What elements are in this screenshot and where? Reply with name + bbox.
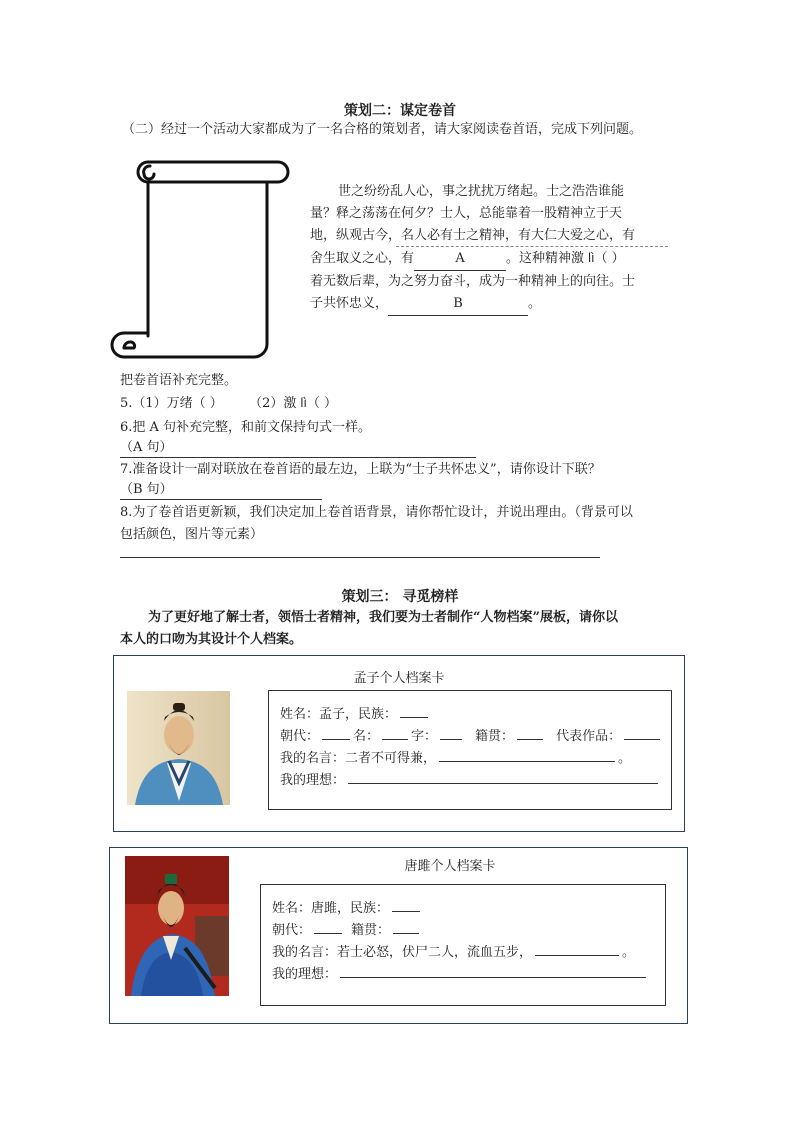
q6-answer-line[interactable]	[120, 457, 476, 458]
jiguan-blank[interactable]	[517, 725, 543, 740]
passage-line: 量？释之荡荡在何夕？士人，总能靠着一股精神立于天	[310, 206, 623, 221]
tangju-card-title: 唐雎个人档案卡	[404, 859, 496, 874]
zi-blank[interactable]	[440, 725, 462, 740]
field-label: 籍贯：	[475, 729, 515, 744]
section3-intro-line1: 为了更好地了解士者，领悟士者精神，我们要为士者制作“人物档案”展板，请你以	[148, 610, 618, 625]
field-label: 朝代：	[280, 729, 320, 744]
q7-answer-label: （B 句）	[120, 482, 173, 497]
field-label: 名：	[353, 729, 380, 744]
question-8-line2: 包括颜色，图片等元素）	[120, 527, 264, 542]
scroll-illustration	[108, 158, 293, 361]
passage-text: 。这种精神激	[506, 251, 585, 266]
passage-text: 。	[528, 296, 542, 311]
passage-line	[310, 247, 635, 271]
section2-intro: （二）经过一个活动大家都成为了一名合格的策划者，请大家阅读卷首语，完成下列问题。	[122, 122, 643, 137]
field-label: 我的理想：	[280, 773, 346, 788]
ideal-blank[interactable]	[340, 963, 646, 978]
field-label: 我的名言：二者不可得兼，	[280, 751, 437, 766]
ideal-blank[interactable]	[348, 769, 658, 784]
field-label: 姓名：唐雎，民族：	[272, 901, 390, 916]
section3-intro-line2: 本人的口吻为其设计个人档案。	[120, 632, 303, 647]
jiguan-blank[interactable]	[393, 919, 419, 934]
section2-title: 策划二：谋定卷首	[344, 103, 456, 119]
mencius-card-title: 孟子个人档案卡	[353, 671, 445, 686]
q6-answer-label: （A 句）	[120, 440, 173, 455]
passage-line: 世之纷纷乱人心，事之扰扰万绪起。士之浩浩谁能	[338, 184, 625, 199]
tangju-dynasty-line	[272, 919, 422, 940]
field-label: 籍贯：	[351, 923, 391, 938]
question-6: 6.把 A 句补充完整，和前文保持句式一样。	[120, 420, 372, 435]
ming-blank[interactable]	[382, 725, 408, 740]
dynasty-blank[interactable]	[314, 919, 342, 934]
quote-blank[interactable]	[535, 941, 619, 956]
mencius-dynasty-line	[280, 725, 663, 746]
question-8-line1: 8.为了卷首语更新颖，我们决定加上卷首语背景，请你帮忙设计，并说出理由。（背景可以	[120, 505, 633, 520]
answer-blank[interactable]: （ ）	[594, 251, 625, 266]
q5-part2: （2）激	[249, 396, 297, 411]
passage-text: 舍生取义之心，有	[310, 251, 415, 266]
task-text: 把卷首语补充完整。	[120, 373, 238, 388]
ethnicity-blank[interactable]	[400, 703, 428, 718]
tangju-name-line	[272, 897, 423, 918]
field-label: 我的名言：若士必怒，伏尸二人，流血五步，	[272, 945, 533, 960]
question-5	[120, 394, 337, 413]
q5-answer-blank[interactable]: （ ）	[306, 396, 337, 411]
passage-line: 地，纵观古今，名人必有士之精神，有大仁大爱之心，有	[310, 228, 636, 243]
field-label: 我的理想：	[272, 967, 338, 982]
mencius-ideal-line	[280, 769, 661, 790]
field-label: 朝代：	[272, 923, 312, 938]
passage-text: 子共怀忠义，	[310, 296, 389, 311]
mencius-quote-line	[280, 747, 631, 768]
q7-answer-line[interactable]	[120, 499, 322, 500]
field-label: 字：	[411, 729, 438, 744]
field-label: 姓名：孟子，民族：	[280, 707, 398, 722]
preface-passage	[310, 181, 635, 316]
passage-line: 着无数后辈，为之努力奋斗，成为一种精神上的向往。士	[310, 274, 636, 289]
field-label: 代表作品：	[556, 729, 622, 744]
question-7: 7.准备设计一副对联放在卷首语的最左边，上联为“士子共怀忠义”，请你设计下联？	[120, 462, 601, 477]
field-label: 。	[618, 751, 632, 766]
mencius-name-line	[280, 703, 431, 724]
field-label: 。	[622, 945, 636, 960]
dynasty-blank[interactable]	[322, 725, 350, 740]
mencius-portrait	[127, 691, 230, 805]
ethnicity-blank[interactable]	[392, 897, 420, 912]
tangju-ideal-line	[272, 963, 649, 984]
pinyin-li: lì	[584, 251, 595, 265]
q8-answer-line[interactable]	[120, 557, 600, 558]
blank-a[interactable]: A	[414, 248, 506, 271]
works-blank[interactable]	[624, 725, 660, 740]
passage-line	[310, 293, 635, 316]
q5-part1: 5.（1）万绪（ ）	[120, 396, 223, 411]
section3-title: 策划三： 寻觅榜样	[341, 589, 459, 605]
quote-blank[interactable]	[439, 747, 615, 762]
tangju-quote-line	[272, 941, 635, 962]
wavy-underline	[396, 246, 668, 247]
blank-b[interactable]: B	[388, 293, 528, 316]
tangju-portrait	[125, 856, 229, 996]
portrait-inscription	[217, 701, 219, 707]
pinyin-li: lì	[296, 396, 307, 410]
